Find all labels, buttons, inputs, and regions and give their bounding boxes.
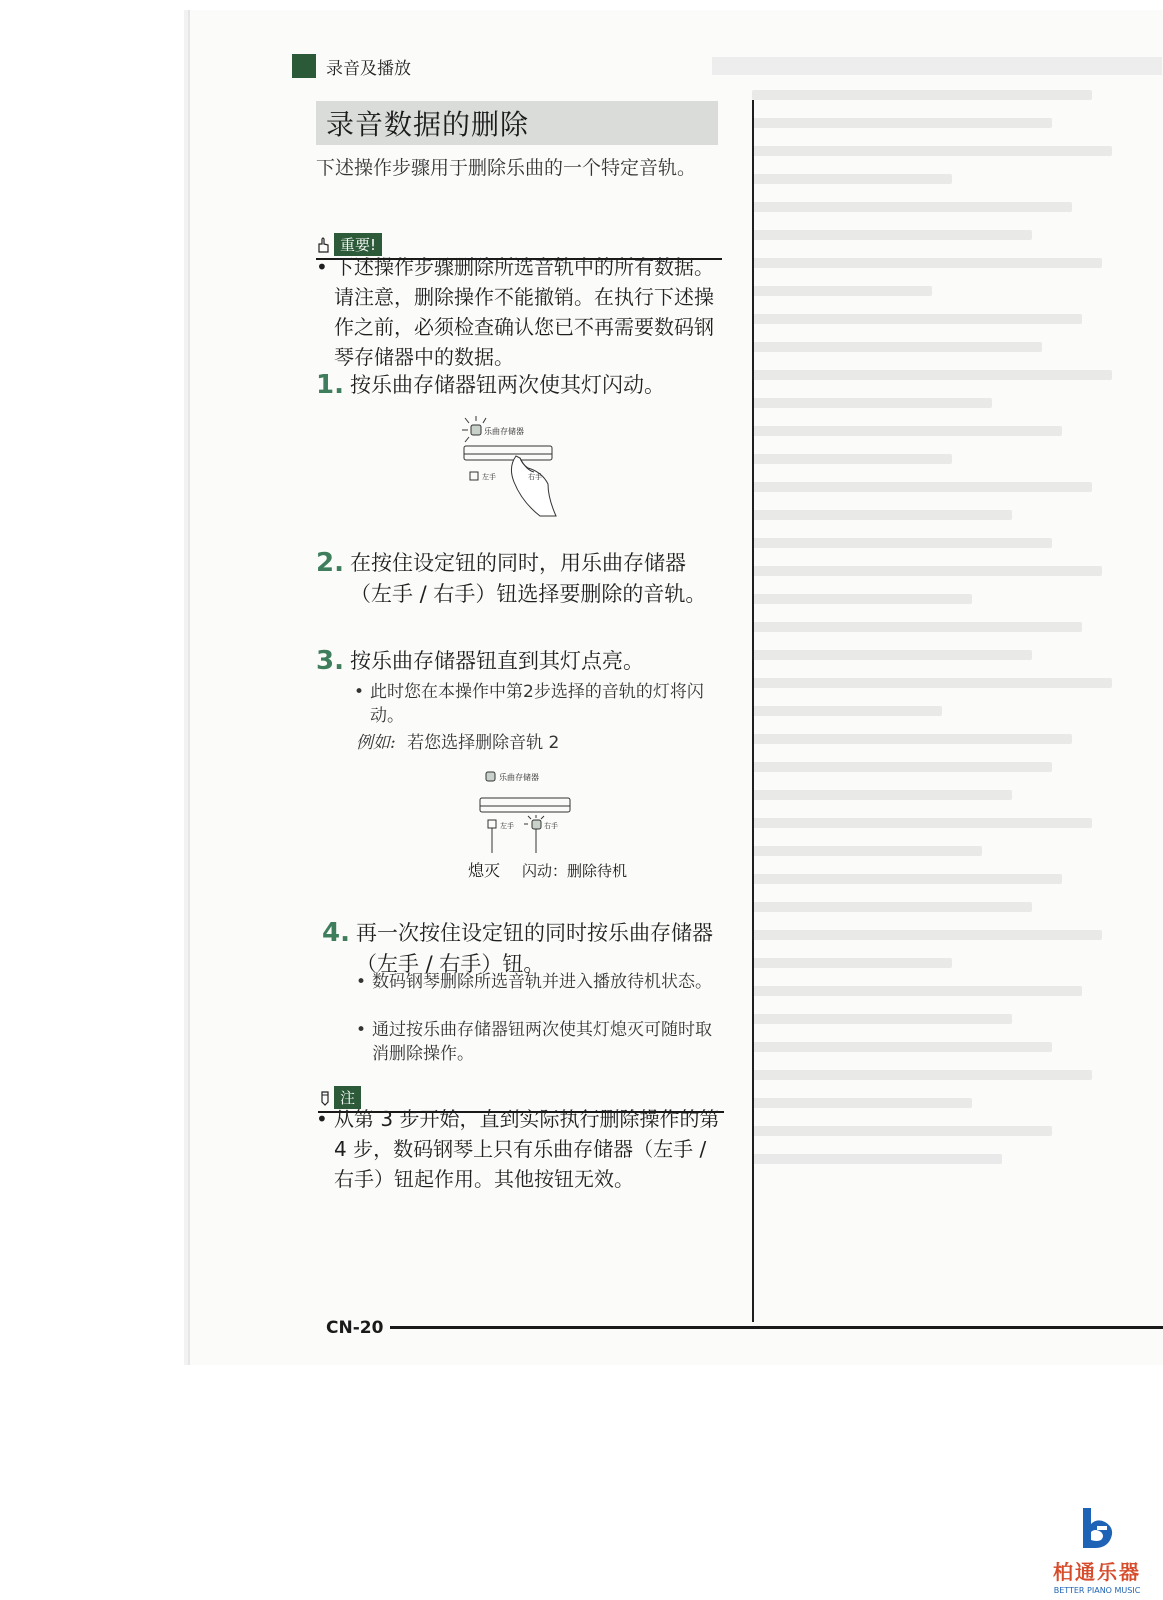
footer-rule	[390, 1326, 1163, 1329]
example-label: 例如:	[356, 733, 396, 753]
pointing-hand-icon	[316, 237, 330, 253]
example-text: 若您选择删除音轨 2	[407, 733, 560, 753]
step-3-note: • 此时您在本操作中第2步选择的音轨的灯将闪动。	[354, 680, 720, 728]
important-label: 重要!	[334, 233, 382, 256]
right-hand-label: 右手	[544, 822, 558, 830]
column-divider	[752, 100, 754, 1322]
off-caption: 熄灭	[468, 861, 501, 880]
section-title: 录音及播放	[326, 58, 411, 79]
intro-text: 下述操作步骤用于删除乐曲的一个特定音轨。	[316, 157, 697, 179]
logo-english-text: BETTER PIANO MUSIC	[1053, 1586, 1141, 1595]
page-title: 录音数据的删除	[326, 108, 530, 141]
step-4-note-1-text: 数码钢琴删除所选音轨并进入播放待机状态。	[372, 972, 712, 992]
note-bullet: • 从第 3 步开始，直到实际执行删除操作的第 4 步，数码钢琴上只有乐曲存储器（左手 / 右手）钮起作用。其他按钮无效。	[316, 1104, 722, 1194]
button-label: 乐曲存储器	[499, 773, 539, 782]
step-1	[316, 370, 726, 401]
important-bullet: • 下述操作步骤删除所选音轨中的所有数据。请注意，删除操作不能撤销。在执行下述操作之前，必须检查确认您已不再需要数码钢琴存储器中的数据。	[316, 252, 722, 372]
section-header	[292, 54, 1162, 78]
step-number: 2.	[316, 548, 344, 578]
step-4-note-2-text: 通过按乐曲存储器钮两次使其灯熄灭可随时取消删除操作。	[372, 1020, 712, 1064]
logo-mark-icon	[1077, 1506, 1117, 1550]
step-4-note-2: • 通过按乐曲存储器钮两次使其灯熄灭可随时取消删除操作。	[356, 1018, 718, 1066]
step-text: 在按住设定钮的同时，用乐曲存储器（左手 / 右手）钮选择要删除的音轨。	[350, 551, 707, 606]
figure-track-lights	[462, 768, 652, 888]
step-text: 再一次按住设定钮的同时按乐曲存储器（左手 / 右手）钮。	[356, 921, 713, 976]
bleed-through-text	[752, 90, 1152, 1290]
step-2	[316, 548, 716, 610]
note-text: 从第 3 步开始，直到实际执行删除操作的第 4 步，数码钢琴上只有乐曲存储器（左手 / 右手）钮起作用。其他按钮无效。	[334, 1107, 720, 1191]
button-label: 乐曲存储器	[484, 427, 524, 436]
example-line	[356, 728, 559, 753]
watermark-logo	[1038, 1506, 1156, 1596]
page-footer	[326, 1318, 383, 1338]
important-text: 下述操作步骤删除所选音轨中的所有数据。请注意，删除操作不能撤销。在执行下述操作之前，必须检查确认您已不再需要数码钢琴存储器中的数据。	[334, 255, 714, 369]
step-text: 按乐曲存储器钮两次使其灯闪动。	[350, 373, 665, 397]
logo-chinese-text: 柏通乐器	[1053, 1560, 1141, 1584]
page-number: CN-20	[326, 1318, 384, 1338]
title-bar	[316, 101, 718, 145]
step-3	[316, 646, 726, 677]
left-hand-label: 左手	[500, 822, 514, 830]
step-4-note-1: • 数码钢琴删除所选音轨并进入播放待机状态。	[356, 970, 718, 994]
figure-press-button	[456, 412, 576, 532]
note-label: 注	[334, 1086, 361, 1109]
section-marker	[292, 54, 316, 78]
right-hand-label: 右手	[528, 473, 542, 481]
header-rule	[712, 57, 1162, 75]
flash-caption: 闪动：删除待机	[522, 862, 628, 880]
step-number: 1.	[316, 370, 344, 400]
left-hand-label: 左手	[482, 473, 496, 481]
step-number: 3.	[316, 646, 344, 676]
step-text: 按乐曲存储器钮直到其灯点亮。	[350, 649, 644, 673]
step-3-note-text: 此时您在本操作中第2步选择的音轨的灯将闪动。	[370, 682, 704, 726]
step-number: 4.	[322, 918, 350, 948]
